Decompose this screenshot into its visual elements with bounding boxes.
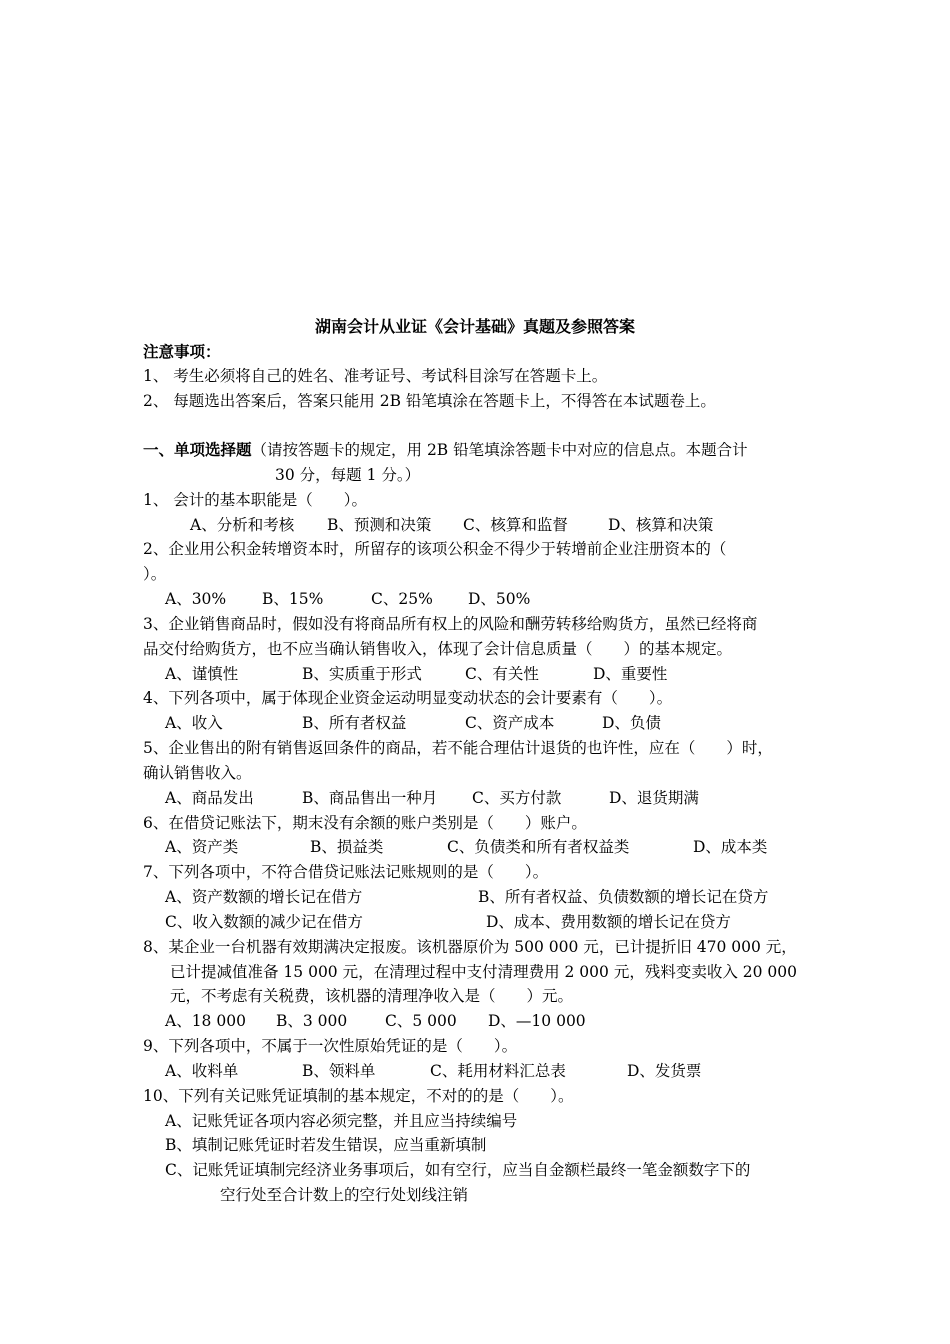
question-2-option-d: D、50%	[468, 590, 531, 608]
question-1-option-c: C、核算和监督	[463, 516, 568, 534]
question-9-stem: 9、下列各项中，不属于一次性原始凭证的是（ ）。	[143, 1037, 518, 1055]
question-8-stem-cont-2: 元，不考虑有关税费，该机器的清理净收入是（ ）元。	[170, 987, 574, 1005]
question-6-stem: 6、在借贷记账法下，期末没有余额的账户类别是（ ）账户。	[143, 814, 587, 832]
question-6-option-c: C、负债类和所有者权益类	[447, 838, 630, 856]
question-8-option-c: C、5 000	[385, 1012, 457, 1030]
question-6-option-a: A、资产类	[165, 838, 239, 856]
notice-heading: 注意事项：	[143, 342, 221, 361]
question-10-option-c-cont: 空行处至合计数上的空行处划线注销	[220, 1186, 469, 1204]
question-9-option-b: B、领料单	[302, 1062, 376, 1080]
question-2-stem: 2、企业用公积金转增资本时，所留存的该项公积金不得少于转增前企业注册资本的（	[143, 540, 727, 558]
notice-item-1: 1、 考生必须将自己的姓名、准考证号、考试科目涂写在答题卡上。	[143, 367, 608, 385]
question-4-option-b: B、所有者权益	[302, 714, 407, 732]
question-8-option-b: B、3 000	[276, 1012, 348, 1030]
question-7-option-a: A、资产数额的增长记在借方	[165, 888, 363, 906]
question-10-stem: 10、下列有关记账凭证填制的基本规定，不对的的是（ ）。	[143, 1087, 574, 1105]
question-10-option-a: A、记账凭证各项内容必须完整，并且应当持续编号	[165, 1112, 518, 1130]
question-4-option-c: C、资产成本	[465, 714, 555, 732]
question-5-stem: 5、企业售出的附有销售返回条件的商品，若不能合理估计退货的也许性，应在（ ）时，	[143, 739, 773, 757]
question-1-option-b: B、预测和决策	[327, 516, 432, 534]
question-9-option-a: A、收料单	[165, 1062, 239, 1080]
question-4-option-a: A、收入	[165, 714, 223, 732]
question-9-option-d: D、发货票	[627, 1062, 702, 1080]
question-7-option-b: B、所有者权益、负债数额的增长记在贷方	[478, 888, 769, 906]
question-2-option-a: A、30%	[165, 590, 227, 608]
question-1-option-a: A、分析和考核	[190, 516, 295, 534]
question-5-stem-cont: 确认销售收入。	[143, 764, 252, 782]
question-7-stem: 7、下列各项中，不符合借贷记账法记账规则的是（ ）。	[143, 863, 549, 881]
section-1-instruction: （请按答题卡的规定，用 2B 铅笔填涂答题卡中对应的信息点。本题合计	[251, 441, 748, 459]
question-2-option-c: C、25%	[371, 590, 433, 608]
question-5-option-b: B、商品售出一种月	[302, 789, 438, 807]
notice-item-2: 2、 每题选出答案后，答案只能用 2B 铅笔填涂在答题卡上，不得答在本试题卷上。	[143, 392, 716, 410]
question-8-stem-cont-1: 已计提减值准备 15 000 元，在清理过程中支付清理费用 2 000 元，残料变卖收入 20 000	[170, 963, 797, 981]
section-1-heading: 一、单项选择题	[143, 440, 252, 459]
question-4-option-d: D、负债	[602, 714, 661, 732]
question-7-option-c: C、收入数额的减少记在借方	[165, 913, 363, 931]
question-5-option-c: C、买方付款	[472, 789, 562, 807]
question-1-option-d: D、核算和决策	[608, 516, 714, 534]
question-2-option-b: B、15%	[262, 590, 324, 608]
question-5-option-d: D、退货期满	[609, 789, 699, 807]
question-6-option-d: D、成本类	[693, 838, 768, 856]
question-3-option-b: B、实质重于形式	[302, 665, 422, 683]
question-10-option-c: C、记账凭证填制完经济业务事项后，如有空行，应当自金额栏最终一笔金额数字下的	[165, 1161, 751, 1179]
question-3-option-c: C、有关性	[465, 665, 539, 683]
document-title: 湖南会计从业证《会计基础》真题及参照答案	[314, 317, 635, 336]
question-7-option-d: D、成本、费用数额的增长记在贷方	[486, 913, 731, 931]
question-3-stem-cont: 品交付给购货方，也不应当确认销售收入，体现了会计信息质量（ ）的基本规定。	[143, 640, 733, 658]
question-8-option-d: D、—10 000	[488, 1012, 586, 1030]
question-2-stem-cont: ）。	[143, 565, 167, 583]
question-10-option-b: B、填制记账凭证时若发生错误，应当重新填制	[165, 1136, 487, 1154]
question-3-option-a: A、谨慎性	[165, 665, 239, 683]
question-6-option-b: B、损益类	[310, 838, 384, 856]
question-3-stem: 3、企业销售商品时，假如没有将商品所有权上的风险和酬劳转移给购货方，虽然已经将商	[143, 615, 758, 633]
question-8-stem: 8、某企业一台机器有效期满决定报废。该机器原价为 500 000 元，已计提折旧 470 000 元，	[143, 938, 797, 956]
section-1-instruction-cont: 30 分，每题 1 分。）	[275, 466, 421, 484]
question-4-stem: 4、下列各项中，属于体现企业资金运动明显变动状态的会计要素有（ ）。	[143, 689, 673, 707]
question-9-option-c: C、耗用材料汇总表	[430, 1062, 566, 1080]
question-5-option-a: A、商品发出	[165, 789, 254, 807]
question-3-option-d: D、重要性	[593, 665, 668, 683]
section-1-header	[143, 438, 748, 462]
question-1-stem: 1、 会计的基本职能是（ ）。	[143, 491, 368, 509]
question-8-option-a: A、18 000	[165, 1012, 246, 1030]
